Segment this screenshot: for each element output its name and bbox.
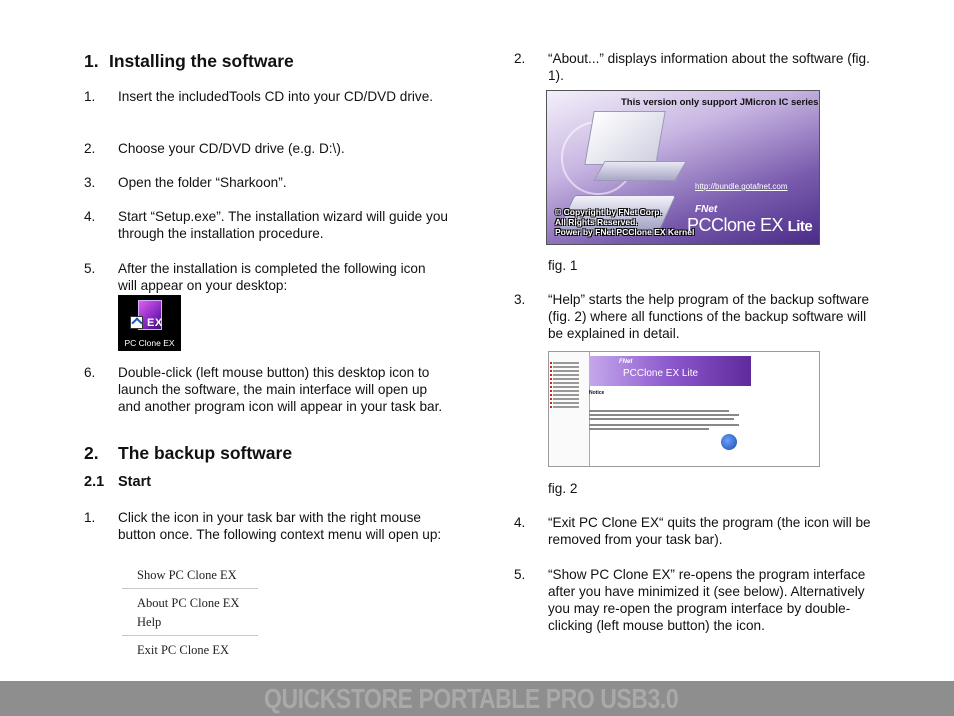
footer-band — [0, 681, 954, 716]
section-heading-backup: 2. The backup software — [84, 443, 293, 463]
menu-item-show[interactable]: Show PC Clone EX — [137, 568, 237, 582]
pc-clone-ex-desktop-icon[interactable] — [118, 295, 181, 351]
icon-badge: EX — [147, 317, 163, 329]
about-version-text: This version only support JMicron IC series — [621, 97, 819, 108]
help-tree-panel — [549, 352, 590, 466]
section-heading-installing: 1. Installing the software — [84, 51, 294, 71]
shortcut-arrow-icon — [130, 316, 143, 329]
menu-item-help[interactable]: Help — [137, 615, 162, 629]
about-copyright: © Copyright by FNet Corp. All Rights Reserved. Power by FNet PCClone EX Kernel — [555, 207, 695, 237]
fnet-globe-icon — [721, 434, 737, 450]
help-screenshot — [548, 351, 820, 467]
about-url-link: http://bundle.gotafnet.com — [695, 182, 788, 191]
menu-item-exit[interactable]: Exit PC Clone EX — [137, 643, 230, 657]
laptop-graphic — [584, 111, 666, 165]
product-logo: PCClone EX Lite — [687, 215, 813, 235]
fnet-logo-text: FNet — [695, 204, 718, 215]
footer-title: QUICKSTORE PORTABLE PRO USB3.0 — [264, 683, 679, 714]
menu-item-about[interactable]: About PC Clone EX — [137, 596, 240, 610]
about-screenshot — [546, 90, 820, 245]
figure-caption: fig. 1 — [548, 258, 578, 273]
menu-separator — [122, 588, 258, 589]
desktop-icon-label: PC Clone EX — [124, 338, 175, 348]
subsection-heading-start: 2.1 Start — [84, 474, 152, 490]
help-notice-heading: Notice — [589, 390, 605, 396]
laptop-base-graphic — [593, 161, 687, 181]
menu-separator — [122, 635, 258, 636]
help-banner: FNet PCClone EX Lite — [589, 356, 751, 386]
figure-caption: fig. 2 — [548, 481, 578, 496]
